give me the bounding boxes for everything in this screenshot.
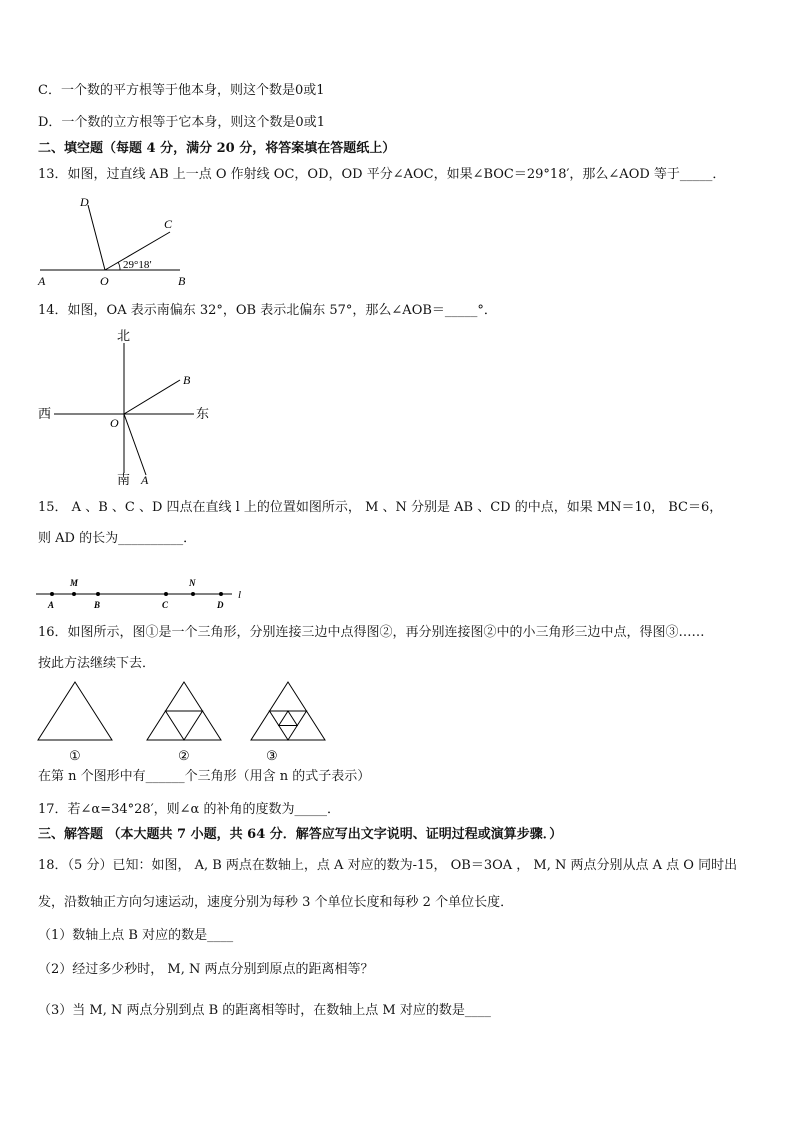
label-west: 西 — [38, 406, 52, 421]
figure-16 — [30, 676, 340, 766]
label-d: D — [217, 600, 224, 610]
question-15-line1: 15． A 、B 、C 、D 四点在直线 l 上的位置如图所示， M 、N 分别是 AB 、CD 的中点，如果 MN＝10， BC＝6， — [38, 500, 723, 515]
option-d: D．一个数的立方根等于它本身，则这个数是0或1 — [38, 115, 325, 130]
question-18-line1: 18．（5 分）已知：如图， A, B 两点在数轴上，点 A 对应的数为-15， OB＝3OA ， M, N 两点分别从点 A 点 O 同时出 — [38, 858, 738, 873]
point-n — [191, 592, 195, 596]
label-south: 南 — [117, 472, 131, 487]
option-c: C．一个数的平方根等于他本身，则这个数是0或1 — [38, 83, 325, 98]
label-d: D — [80, 195, 89, 209]
figure-15 — [30, 574, 260, 614]
point-d — [219, 592, 223, 596]
point-b — [96, 592, 100, 596]
question-17: 17．若∠α=34°28′，则∠α 的补角的度数为_____． — [38, 802, 340, 817]
label-o: O — [100, 274, 109, 288]
point-c — [164, 592, 168, 596]
label-north: 北 — [117, 328, 131, 343]
section-fill-blank: 二、填空题（每题 4 分，满分 20 分，将答案填在答题纸上） — [38, 141, 396, 156]
question-18-part3: （3）当 M, N 两点分别到点 B 的距离相等时，在数轴上点 M 对应的数是____ — [38, 1003, 491, 1018]
label-n: N — [189, 578, 196, 588]
question-14: 14．如图，OA 表示南偏东 32°，OB 表示北偏东 57°，那么∠AOB＝_____°． — [38, 303, 497, 318]
question-16-line3: 在第 n 个图形中有______个三角形（用含 n 的式子表示） — [38, 769, 371, 784]
label-o: O — [110, 416, 119, 430]
question-18-part1: （1）数轴上点 B 对应的数是____ — [38, 928, 234, 943]
label-b: B — [178, 274, 186, 288]
triangle-2-mid — [166, 711, 203, 740]
label-a: A — [48, 600, 55, 610]
question-16-line1: 16．如图所示，图①是一个三角形，分别连接三边中点得图②，再分别连接图②中的小三角形三边中点，得图③…… — [38, 625, 705, 640]
section-answer: 三、解答题 （本大题共 7 小题，共 64 分．解答应写出文字说明、证明过程或演算步骤．） — [38, 827, 563, 842]
triangle-1 — [38, 682, 112, 740]
question-18-part2: （2）经过多少秒时， M, N 两点分别到原点的距离相等？ — [38, 962, 374, 977]
question-18-line2: 发，沿数轴正方向匀速运动，速度分别为每秒 3 个单位长度和每秒 2 个单位长度． — [38, 895, 514, 910]
point-m — [72, 592, 76, 596]
label-figure-2: ② — [178, 748, 190, 763]
label-figure-3: ③ — [266, 748, 278, 763]
label-figure-1: ① — [69, 748, 81, 763]
angle-label: 29°18′ — [123, 259, 152, 271]
label-east: 东 — [196, 406, 210, 421]
label-b: B — [183, 373, 191, 387]
question-16-line2: 按此方法继续下去． — [38, 656, 156, 671]
label-c: C — [162, 600, 169, 610]
question-15-line2: 则 AD 的长为__________． — [38, 531, 197, 546]
label-m: M — [70, 578, 79, 588]
label-b: B — [94, 600, 101, 610]
ray-od — [88, 205, 105, 270]
label-a: A — [141, 473, 149, 487]
figure-14 — [30, 325, 220, 490]
label-l: l — [238, 589, 242, 601]
figure-13 — [30, 190, 200, 290]
angle-arc — [118, 262, 120, 270]
triangle-3-inner — [279, 711, 298, 726]
question-13: 13．如图，过直线 AB 上一点 O 作射线 OC，OD，OD 平分∠AOC，如果∠BOC＝29°18′，那么∠AOD 等于_____． — [38, 167, 726, 182]
label-a: A — [38, 274, 46, 288]
point-a — [50, 592, 54, 596]
label-c: C — [164, 217, 173, 231]
ray-oa — [124, 414, 146, 475]
ray-ob — [124, 380, 180, 414]
